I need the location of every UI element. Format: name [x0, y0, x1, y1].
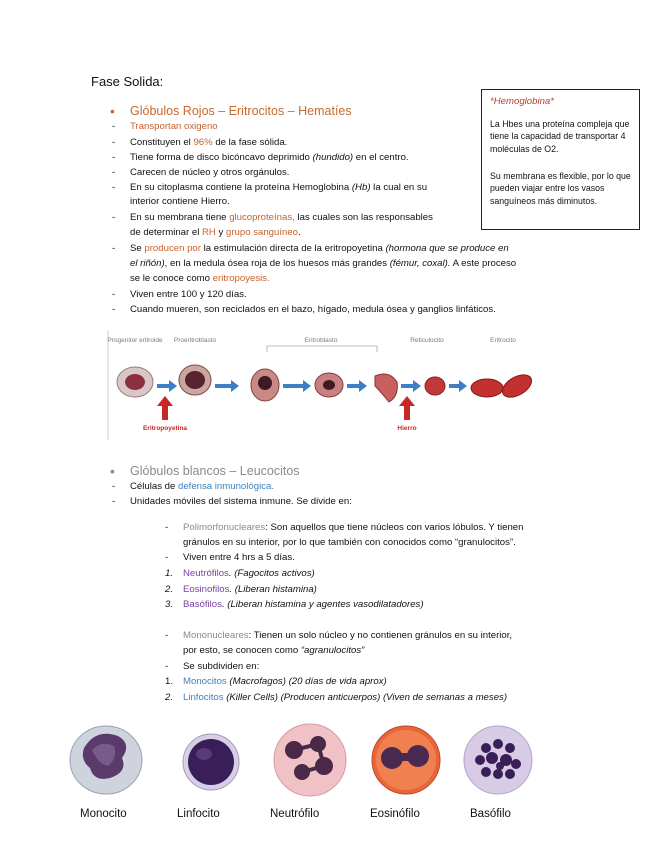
monocito-image: [70, 726, 142, 794]
viven-dash: -: [165, 552, 169, 563]
label-eritroblasto: Eritroblasto: [304, 337, 338, 344]
reticulocito-cell: [425, 377, 445, 395]
list-num-m1: 1.: [165, 676, 174, 687]
hemoglobina-note-box: [481, 89, 640, 230]
caption-neutrofilo: Neutrófilo: [270, 808, 320, 820]
list-num-1: 1.: [165, 568, 174, 579]
erythropoiesis-diagram: [107, 330, 547, 440]
neutrofilos-item: Neutrófilos. (Fagocitos activos): [183, 568, 315, 579]
polimorfonucleares-text: Polimorfonucleares: Son aquellos que tiene núcleos con varios lóbulos. Y tienen: [183, 522, 524, 533]
label-reticulocito: Reticulocito: [410, 337, 444, 344]
neutrofilo-image: [274, 724, 346, 796]
eritroblasto-cell-3: [375, 374, 397, 402]
hierro-arrow: [399, 396, 415, 420]
linfocito-image: [183, 734, 239, 790]
label-eritropoyetina: Eritropoyetina: [142, 425, 188, 432]
basofilo-image: [464, 726, 532, 794]
list-num-m2: 2.: [165, 692, 174, 703]
viven-text: Viven entre 4 hrs a 5 días.: [183, 552, 295, 563]
caption-linfocito: Linfocito: [177, 808, 220, 820]
eritrocito-cell-1: [471, 379, 503, 397]
section-title: Fase Solida:: [91, 74, 164, 89]
poli-dash: -: [165, 522, 169, 533]
mononucleares-text: Mononucleares: Tienen un solo núcleo y no contienen gránulos en su interior,: [183, 630, 513, 641]
bullet-dot: •: [110, 463, 115, 479]
bullet-text: Glóbulos Rojos – Eritrocitos – Hematíes: [130, 104, 352, 118]
eritrocito-cell-2: [499, 370, 536, 402]
subdividen-text: Se subdividen en:: [183, 661, 260, 672]
list-num-2: 2.: [165, 584, 174, 595]
eritropoyetina-arrow: [157, 396, 173, 420]
mono-dash: -: [165, 630, 169, 641]
note-title: *Hemoglobina*: [490, 96, 554, 107]
subd-dash: -: [165, 661, 169, 672]
label-proeritroblasto: Proeritroblasto: [173, 337, 217, 344]
label-hierro: Hierro: [397, 425, 417, 432]
caption-monocito: Monocito: [80, 808, 127, 820]
bullet-text: Glóbulos blancos – Leucocitos: [130, 464, 300, 478]
list-num-3: 3.: [165, 599, 174, 610]
eosinofilos-item: Eosinofilos. (Liberan histamina): [183, 584, 317, 595]
note-paragraph-1: La Hbes una proteína compleja que tiene la capacidad de transportar 4 moléculas de O2.: [490, 119, 630, 154]
mononucleares-text-2: por esto, se conocen como “agranulocitos”: [183, 645, 365, 656]
eosinofilo-image: [372, 726, 440, 794]
note-paragraph-2: Su membrana es flexible, por lo que pueden viajar entre los vasos sanguíneos más diminutos.: [490, 171, 631, 206]
caption-basofilo: Basófilo: [470, 808, 511, 820]
monocitos-item: Monocitos (Macrofagos) (20 días de vida aprox): [183, 676, 387, 687]
leukocyte-images: [66, 718, 536, 822]
label-progenitor: Progenitor eritroide: [107, 337, 163, 344]
polimorfonucleares-text-2: gránulos en su interior, por lo que también con conocidos como “granulocitos”.: [183, 537, 516, 548]
label-eritrocito: Eritrocito: [490, 337, 516, 344]
bullet-dot: •: [110, 103, 115, 119]
linfocitos-item: Linfocitos (Killer Cells) (Producen anticuerpos) (Viven de semanas a meses): [183, 692, 508, 703]
caption-eosinofilo: Eosinófilo: [370, 808, 420, 820]
basofilos-item: Basófilos. (Liberan histamina y agentes vasodilatadores): [183, 599, 424, 610]
